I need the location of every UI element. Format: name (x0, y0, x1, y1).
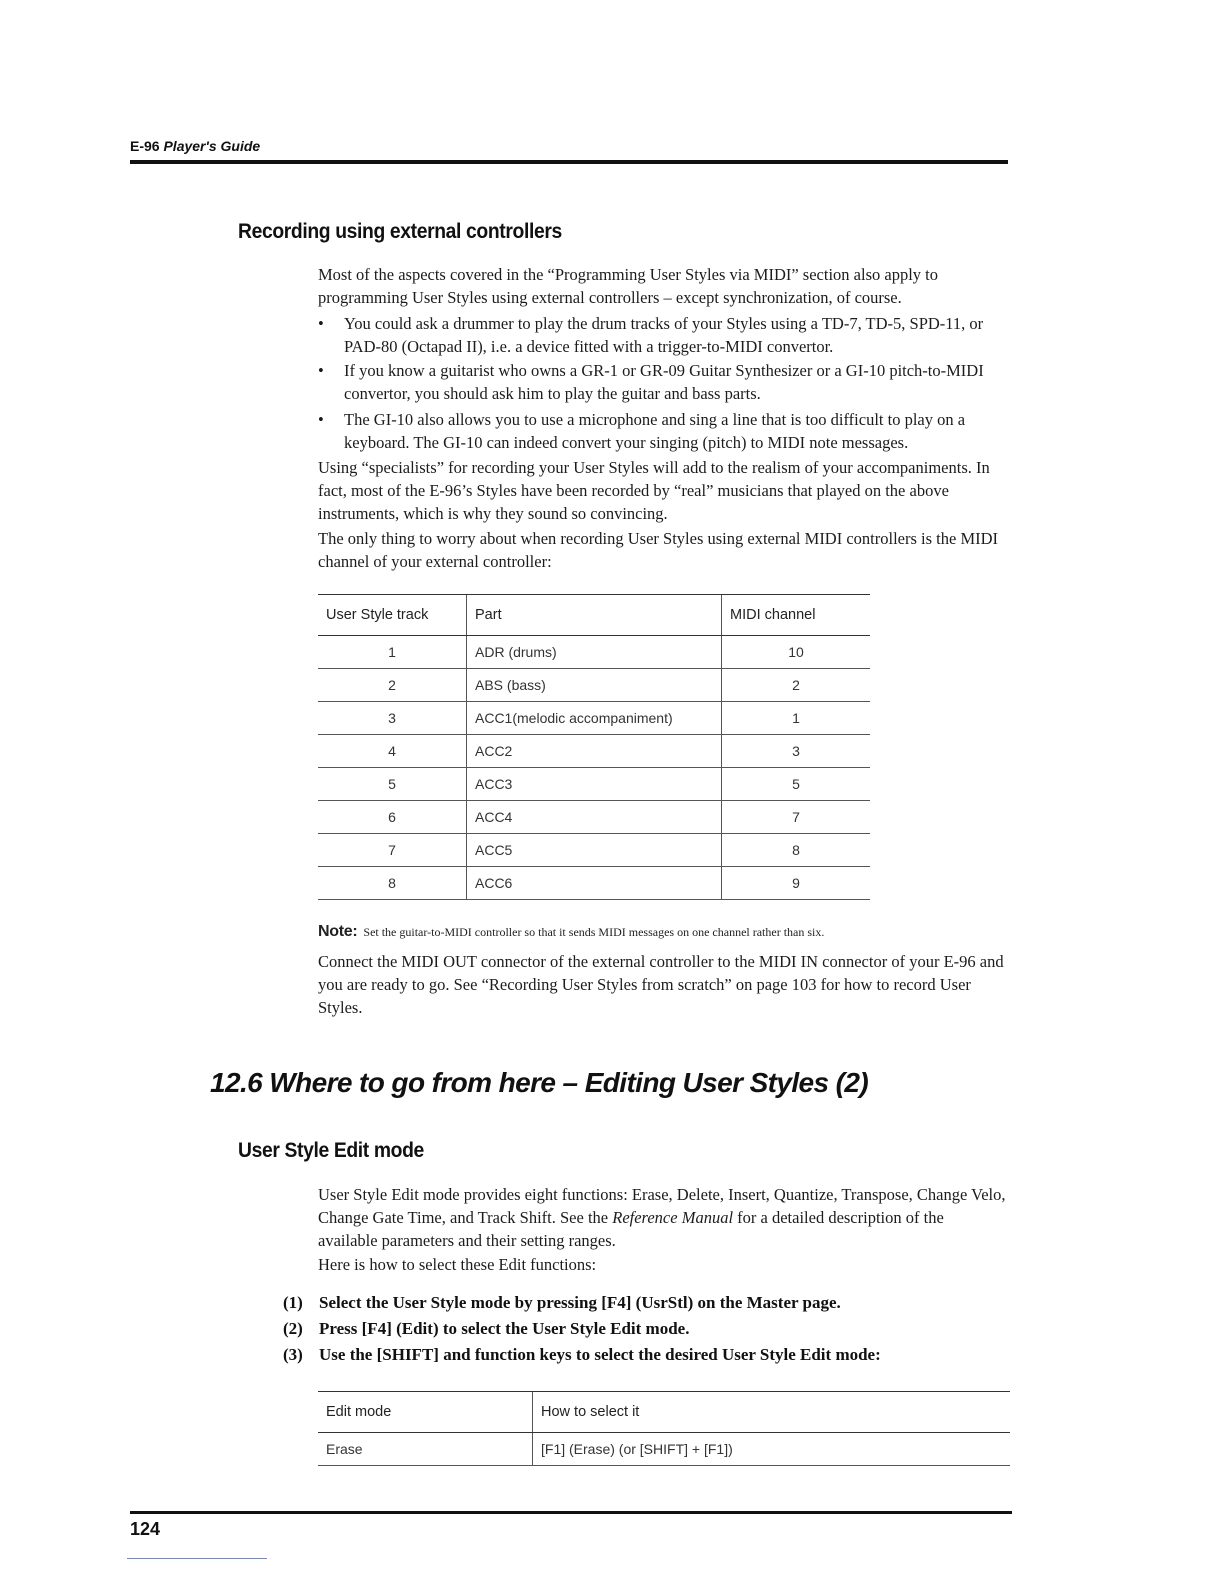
column-header-how-to-select: How to select it (533, 1392, 1011, 1433)
bullet-marker: • (318, 361, 324, 380)
column-header-part: Part (467, 595, 722, 636)
cell-channel: 3 (722, 735, 871, 768)
table-header-row (318, 1392, 1010, 1433)
bullet-marker: • (318, 410, 324, 429)
cell-track: 8 (318, 867, 467, 900)
cell-channel: 7 (722, 801, 871, 834)
cell-track: 4 (318, 735, 467, 768)
table-row (318, 768, 870, 801)
bullet-item-guitarist: If you know a guitarist who owns a GR-1 or GR-09 Guitar Synthesizer or a GI-10 pitch-to-MIDI convertor, you should ask him to play the guitar and bass parts. (344, 361, 984, 403)
intro-paragraph: Most of the aspects covered in the “Programming User Styles via MIDI” section also apply to programming User Styles using external controllers – except synchronization, of course. (318, 265, 938, 307)
note-label: Note: (318, 923, 358, 940)
table-row (318, 867, 870, 900)
header-rule (130, 160, 1008, 164)
note-text: Set the guitar-to-MIDI controller so that it sends MIDI messages on one channel rather than six. (363, 925, 825, 939)
cell-channel: 2 (722, 669, 871, 702)
running-header (130, 138, 260, 154)
cell-track: 7 (318, 834, 467, 867)
cell-part: ACC6 (467, 867, 722, 900)
cell-track: 1 (318, 636, 467, 669)
table-header-row (318, 595, 870, 636)
column-header-midi-channel: MIDI channel (722, 595, 871, 636)
step-number: (3) (283, 1345, 303, 1364)
step-text: Use the [SHIFT] and function keys to select the desired User Style Edit mode: (319, 1345, 881, 1364)
cell-part: ACC4 (467, 801, 722, 834)
step-text: Press [F4] (Edit) to select the User Style Edit mode. (319, 1319, 690, 1338)
bullet-marker: • (318, 314, 324, 333)
column-header-track: User Style track (318, 595, 467, 636)
reference-manual-title: Reference Manual (612, 1208, 734, 1227)
cell-edit-mode: Erase (318, 1433, 533, 1466)
cell-part: ACC3 (467, 768, 722, 801)
bullet-item-gi10: The GI-10 also allows you to use a microphone and sing a line that is too difficult to play on a keyboard. The GI-10 can indeed convert your singing (pitch) to MIDI note messages. (344, 410, 966, 452)
table-row (318, 801, 870, 834)
chapter-section-heading: 12.6 Where to go from here – Editing User Styles (2) (210, 1067, 869, 1098)
section-heading-external-controllers: Recording using external controllers (238, 220, 562, 243)
step-number: (1) (283, 1293, 303, 1312)
connect-paragraph: Connect the MIDI OUT connector of the external controller to the MIDI IN connector of your E-96 and you are ready to go. See “Recording User Styles from scratch” on page 103 for how to record User Styles. (318, 952, 1004, 1017)
step-item (283, 1293, 841, 1313)
note (318, 923, 824, 941)
footer-rule (130, 1511, 1012, 1514)
edit-mode-table (318, 1391, 1010, 1466)
cell-track: 3 (318, 702, 467, 735)
step-text: Select the User Style mode by pressing [F4] (UsrStl) on the Master page. (319, 1293, 841, 1312)
cell-channel: 5 (722, 768, 871, 801)
table-row (318, 636, 870, 669)
step-number: (2) (283, 1319, 303, 1338)
cell-part: ADR (drums) (467, 636, 722, 669)
step-item (283, 1345, 881, 1365)
table-row (318, 1433, 1010, 1466)
table-row (318, 735, 870, 768)
edit-mode-text-start: User Style Edit mode provides eight functions: Erase, Delete, Insert, Quantize, Transpose, Change Velo, Change Gate Time, and Track Shift. See the (318, 1185, 1006, 1227)
cell-channel: 1 (722, 702, 871, 735)
column-header-edit-mode: Edit mode (318, 1392, 533, 1433)
cell-part: ACC1(melodic accompaniment) (467, 702, 722, 735)
midi-channel-table (318, 594, 870, 900)
section-heading-edit-mode: User Style Edit mode (238, 1139, 424, 1162)
how-to-paragraph: Here is how to select these Edit functions: (318, 1255, 597, 1274)
cell-channel: 10 (722, 636, 871, 669)
header-model: E-96 (130, 138, 160, 154)
midi-channel-paragraph: The only thing to worry about when recording User Styles using external MIDI controllers is the MIDI channel of your external controller: (318, 529, 999, 571)
cell-part: ACC5 (467, 834, 722, 867)
cell-part: ACC2 (467, 735, 722, 768)
cell-part: ABS (bass) (467, 669, 722, 702)
step-item (283, 1319, 689, 1339)
table-row (318, 834, 870, 867)
cell-track: 6 (318, 801, 467, 834)
specialists-paragraph: Using “specialists” for recording your User Styles will add to the realism of your accompaniments. In fact, most of the E-96’s Styles have been recorded by “real” musicians that played on the above instruments, which is why they sound so convincing. (318, 458, 990, 523)
table-row (318, 669, 870, 702)
cell-how-to-select: [F1] (Erase) (or [SHIFT] + [F1]) (533, 1433, 1011, 1466)
cell-channel: 9 (722, 867, 871, 900)
cell-channel: 8 (722, 834, 871, 867)
footer-link-line (127, 1558, 267, 1559)
page-number: 124 (130, 1519, 161, 1539)
edit-mode-paragraph (318, 1183, 1006, 1252)
cell-track: 5 (318, 768, 467, 801)
header-guide-title: Player's Guide (163, 138, 261, 154)
bullet-item-drummer: You could ask a drummer to play the drum tracks of your Styles using a TD-7, TD-5, SPD-11, or PAD-80 (Octapad II), i.e. a device fitted with a trigger-to-MIDI convertor. (344, 314, 984, 356)
edit-mode-text-end: for a detailed description of the available parameters and their setting ranges. (318, 1208, 944, 1250)
table-row (318, 702, 870, 735)
cell-track: 2 (318, 669, 467, 702)
